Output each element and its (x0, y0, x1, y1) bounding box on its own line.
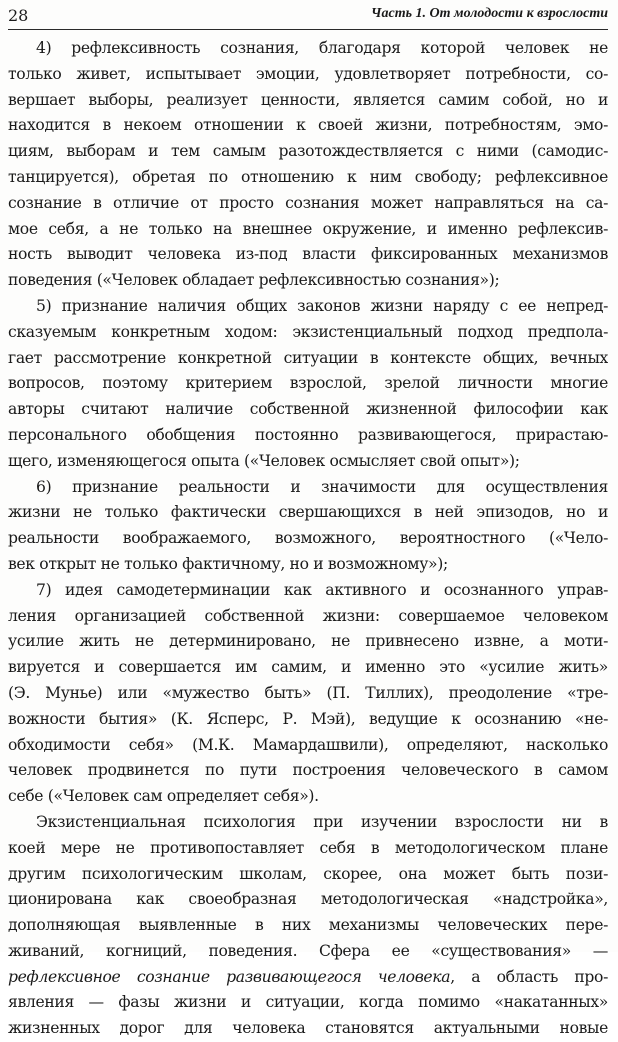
italic-phrase: рефлексивное сознание развивающегося человека (8, 967, 451, 986)
text-line: поведения («Человек обладает рефлексивностью сознания»); (8, 271, 500, 290)
header-rule (8, 29, 608, 30)
text-line: вожности бытия» (К. Ясперс, Р. Мэй), ведущие к осознанию «не- (8, 709, 608, 728)
text-line: персонального обобщения постоянно развивающегося, прирастаю- (8, 425, 608, 444)
text-line: вершает выборы, реализует ценности, является самим собой, но и (8, 90, 608, 109)
text-line: живаний, когниций, поведения. Сфера ее «существования» — (8, 941, 608, 960)
text-line: гает рассмотрение конкретной ситуации в контексте общих, вечных (8, 348, 608, 367)
text-line-mixed (8, 965, 608, 991)
text-line: дополняющая выявленные в них механизмы человеческих пере- (8, 916, 608, 935)
text-line: жизни не только фактически свершающихся в ней эпизодов, но и (8, 503, 608, 522)
text-line: человек продвинется по пути построения человеческого в самом (8, 761, 608, 780)
text-line: обходимости себя» (М.К. Мамардашвили), определяют, насколько (8, 735, 608, 754)
text-line: коей мере не противопоставляет себя в методологическом плане (8, 838, 608, 857)
text-line: Экзистенциальная психология при изучении взрослости ни в (36, 812, 608, 831)
text-line: 5) признание наличия общих законов жизни наряду с ее непред- (36, 296, 608, 315)
text-fragment: , а область про- (450, 967, 608, 986)
running-head: Часть 1. От молодости к взрослости (371, 6, 608, 21)
text-line: сказуемым конкретным ходом: экзистенциальный подход предпола- (8, 322, 608, 341)
text-line: ность выводит человека из-под власти фиксированных механизмов (8, 245, 608, 264)
page-number: 28 (8, 6, 29, 25)
text-line: другим психологическим школам, скорее, она может быть пози- (8, 864, 608, 883)
text-line: вопросов, поэтому критерием взрослой, зрелой личности многие (8, 374, 608, 393)
text-line: себе («Человек сам определяет себя»). (8, 787, 319, 806)
text-line: усилие жить не детерминировано, не привнесено извне, а моти- (8, 632, 608, 651)
text-line: находится в некоем отношении к своей жизни, потребностям, эмо- (8, 116, 608, 135)
text-line: только живет, испытывает эмоции, удовлетворяет потребности, со- (8, 64, 608, 83)
text-line: авторы считают наличие собственной жизненной философии как (8, 400, 608, 419)
text-line: сознание в отличие от просто сознания может направляться на са- (8, 193, 608, 212)
text-line: реальности воображаемого, возможного, вероятностного («Чело- (8, 529, 608, 548)
text-line: век открыт не только фактичному, но и возможному»); (8, 554, 448, 573)
text-line: 6) признание реальности и значимости для осуществления (36, 477, 608, 496)
text-line: ционирована как своеобразная методологическая «надстройка», (8, 890, 608, 909)
text-line: 7) идея самодетерминации как активного и осознанного управ- (36, 580, 608, 599)
text-line: (Э. Мунье) или «мужество быть» (П. Тиллих), преодоление «тре- (8, 683, 608, 702)
text-line: ления организацией собственной жизни: совершаемое человеком (8, 606, 608, 625)
text-line: жизненных дорог для человека становятся актуальными новые (8, 1019, 608, 1038)
page-header (8, 6, 608, 28)
text-line: танцируется), обретая по отношению к ним свободу; рефлексивное (8, 167, 608, 186)
text-line: щего, изменяющегося опыта («Человек осмысляет свой опыт»); (8, 451, 520, 470)
text-line: 4) рефлексивность сознания, благодаря которой человек не (36, 39, 608, 57)
body-text (8, 36, 608, 1042)
text-line: явления — фазы жизни и ситуации, когда помимо «накатанных» (8, 993, 608, 1012)
text-line: вируется и совершается им самим, и именно это «усилие жить» (8, 658, 608, 677)
text-line: циям, выборам и тем самым разотождествляется с ними (самодис- (8, 142, 608, 161)
text-line: мое себя, а не только на внешнее окружение, и именно рефлексив- (8, 219, 608, 238)
